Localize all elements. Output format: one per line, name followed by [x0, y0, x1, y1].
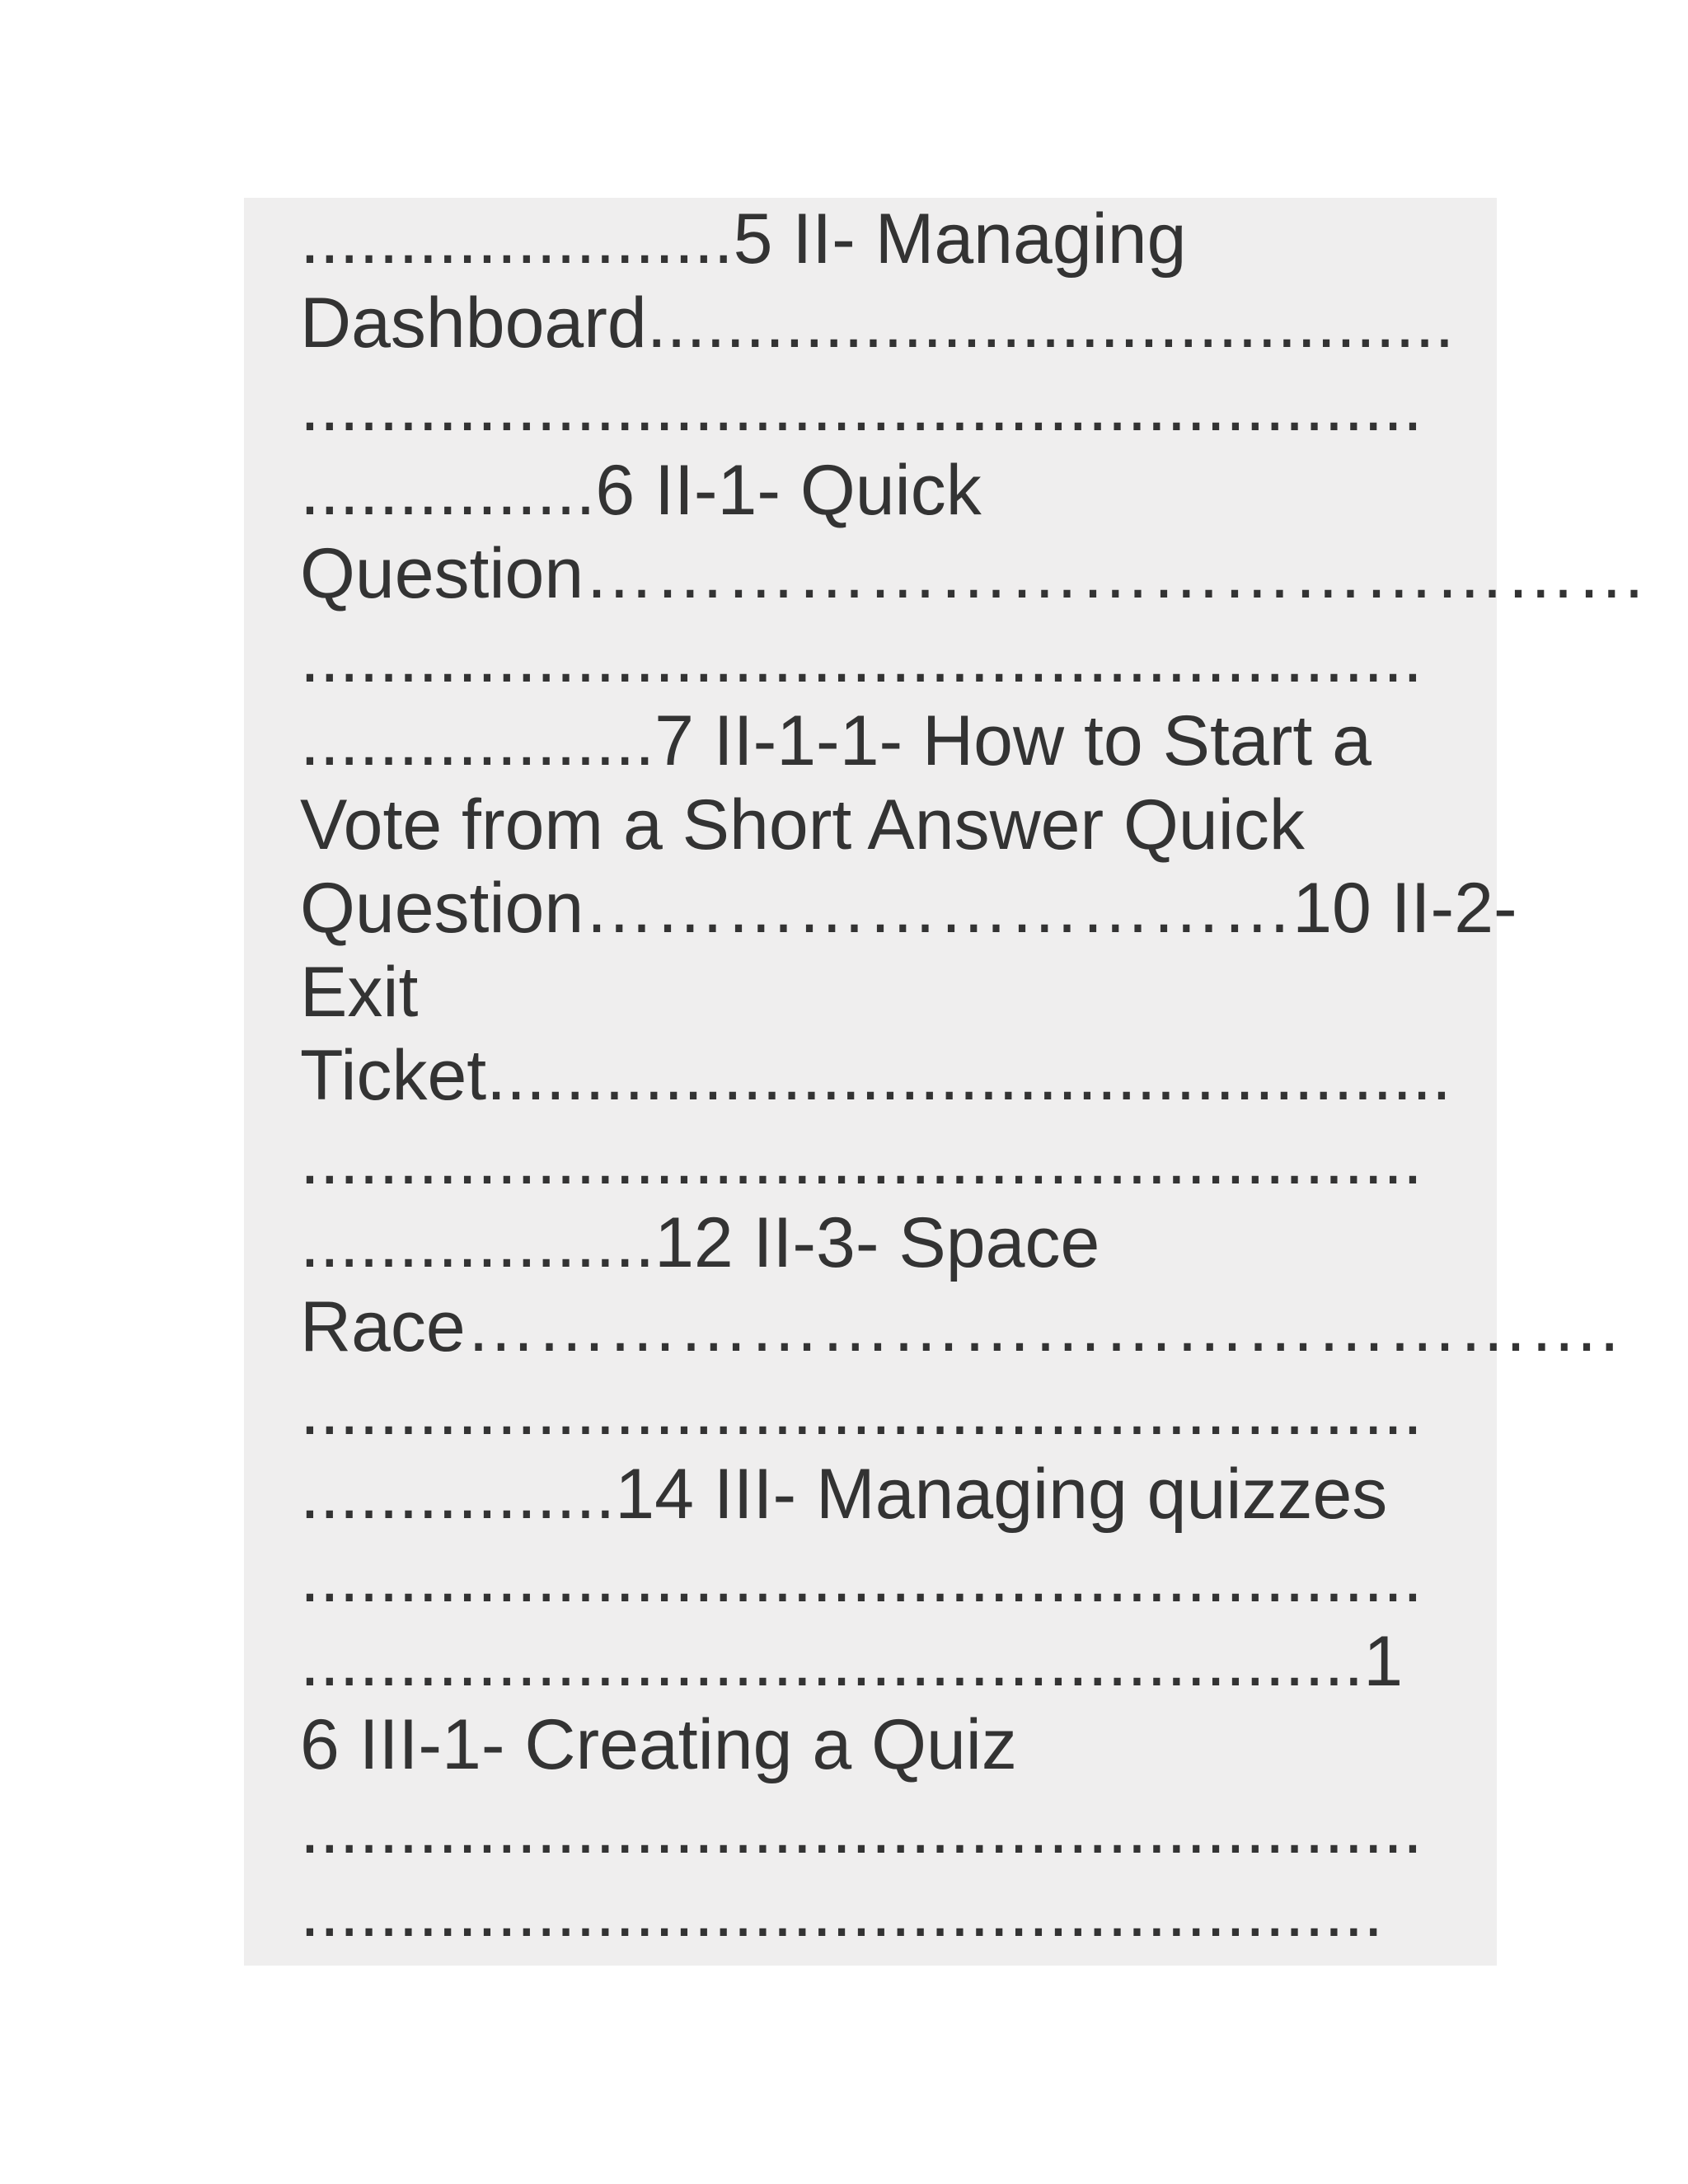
- toc-line: Exit: [300, 952, 419, 1032]
- toc-line: ..................7 II-1-1- How to Start a: [300, 701, 1372, 780]
- toc-line: .........................................................: [300, 617, 1423, 697]
- toc-line: Question………………………………………: [300, 534, 1648, 613]
- toc-line: Ticket.................................................: [300, 1036, 1451, 1115]
- toc-line: .........................................................: [300, 367, 1423, 446]
- toc-line: .........................................................: [300, 1788, 1423, 1868]
- toc-line: Dashboard.........................................: [300, 283, 1455, 363]
- table-of-contents: [300, 198, 1648, 1955]
- toc-line: ......................................................1: [300, 1621, 1404, 1701]
- toc-line: .......................................................: [300, 1872, 1384, 1952]
- toc-line: Question…………………………10 II-2-: [300, 869, 1517, 948]
- toc-line: ......................5 II- Managing: [300, 199, 1187, 279]
- toc-line: ...............6 II-1- Quick: [300, 450, 982, 530]
- toc-line: ................14 III- Managing quizzes: [300, 1454, 1388, 1534]
- toc-line: .........................................................: [300, 1538, 1423, 1617]
- toc-line: .........................................................: [300, 1371, 1423, 1450]
- toc-line: 6 III-1- Creating a Quiz: [300, 1705, 1017, 1784]
- toc-line: Vote from a Short Answer Quick: [300, 785, 1305, 865]
- toc-line: Race………………………………………….: [300, 1286, 1620, 1366]
- toc-line: ..................12 II-3- Space: [300, 1203, 1100, 1282]
- toc-line: .........................................................: [300, 1119, 1423, 1199]
